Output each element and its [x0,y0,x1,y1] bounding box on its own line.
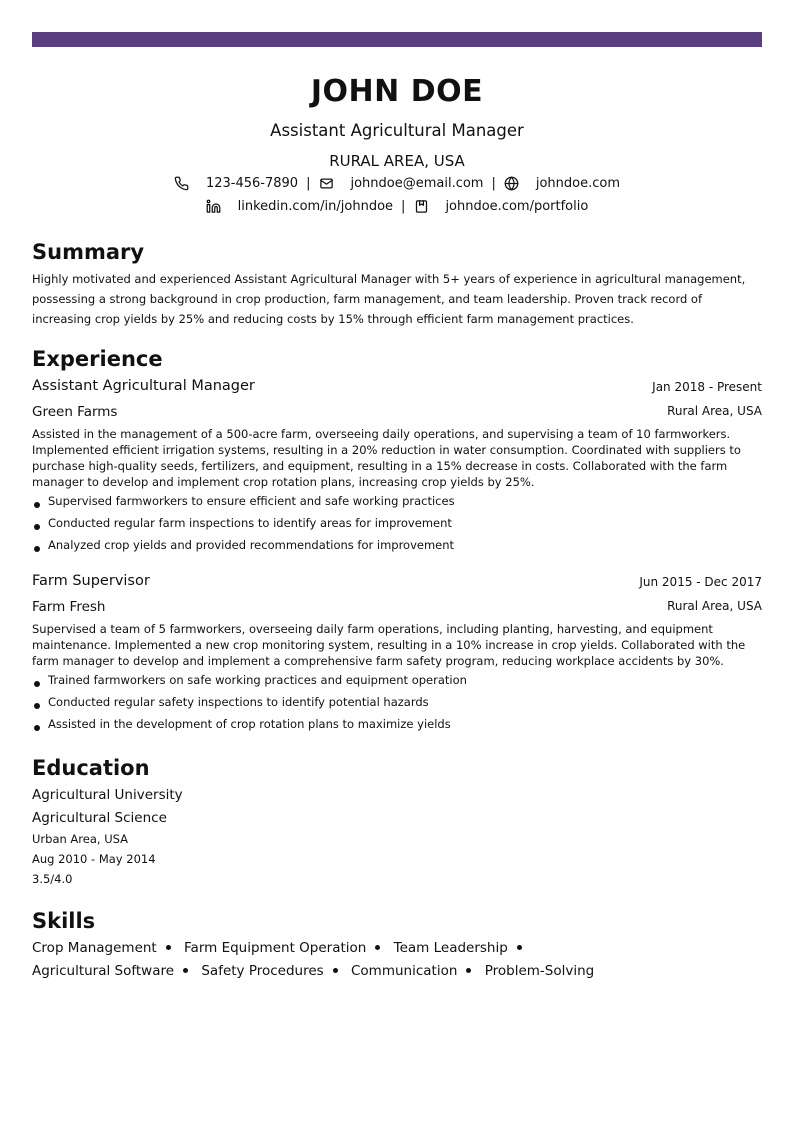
bullet-dot [333,968,338,973]
job-bullets [32,492,762,558]
mail-icon [318,175,334,191]
job-title: Farm Supervisor [32,573,150,589]
separator: | [306,175,311,191]
separator: | [401,198,406,214]
experience-heading: Experience [32,347,163,371]
education-gpa: 3.5/4.0 [32,872,73,886]
website-link[interactable]: johndoe.com [535,175,621,191]
linkedin-icon [206,198,222,214]
list-item: Trained farmworkers on safe working practices and equipment operation [32,671,762,693]
job-description: Supervised a team of 5 farmworkers, overseeing daily farm operations, including planting, harvesting, and equipment maintenance. Implemented a new crop monitoring system, resulting in a 10% increase in crop yields. Collaborated with the farm manager to develop and implement a comprehensive farm safety program, reducing workplace accidents by 30%. [32,622,746,668]
summary-text: Highly motivated and experienced Assistant Agricultural Manager with 5+ years of experience in agricultural management, possessing a strong background in crop production, farm management, and team leadership. Proven track record of increasing crop yields by 25% and reducing costs by 15% through efficient farm management practices. [32,272,746,326]
education-location: Urban Area, USA [32,832,129,846]
skills-list [32,937,672,983]
job-dates: Jun 2015 - Dec 2017 [639,575,762,589]
phone-link[interactable]: 123-456-7890 [205,175,299,191]
candidate-name: JOHN DOE [310,74,484,109]
portfolio-icon [413,198,429,214]
skill-item: Farm Equipment Operation [184,940,367,956]
skill-item: Team Leadership [393,940,508,956]
job-company: Green Farms [32,404,118,420]
education-degree: Agricultural Science [32,810,167,826]
job-location: Rural Area, USA [667,599,762,613]
education-school: Agricultural University [32,787,183,803]
skill-item: Agricultural Software [32,963,175,979]
bullet-dot [466,968,471,973]
bullet-dot [183,968,188,973]
candidate-title: Assistant Agricultural Manager [270,121,524,140]
list-item: Supervised farmworkers to ensure efficient and safe working practices [32,492,762,514]
list-item: Analyzed crop yields and provided recommendations for improvement [32,536,762,558]
portfolio-link[interactable]: johndoe.com/portfolio [445,198,589,214]
list-item: Conducted regular safety inspections to identify potential hazards [32,693,762,715]
job-title: Assistant Agricultural Manager [32,378,255,394]
contact-row-secondary [32,196,762,216]
skill-item: Crop Management [32,940,157,956]
skill-item: Problem-Solving [484,963,595,979]
candidate-location: RURAL AREA, USA [329,152,465,170]
job-bullets [32,671,762,737]
contact-row-primary [32,173,762,193]
job-description: Assisted in the management of a 500-acre farm, overseeing daily operations, and supervising a team of 10 farmworkers. Implemented efficient irrigation systems, resulting in a 20% reduction in water consumption. Coordinated with suppliers to purchase high-quality seeds, fertilizers, and equipment, resulting in a 15% decrease in costs. Collaborated with the farm manager to develop and implement crop rotation plans, increasing crop yields by 25%. [32,427,741,489]
bullet-dot [375,945,380,950]
bullet-dot [166,945,171,950]
skills-heading: Skills [32,909,96,933]
education-heading: Education [32,756,150,780]
education-dates: Aug 2010 - May 2014 [32,852,156,866]
job-location: Rural Area, USA [667,404,762,418]
list-item: Conducted regular farm inspections to identify areas for improvement [32,514,762,536]
skill-item: Safety Procedures [201,963,324,979]
email-link[interactable]: johndoe@email.com [350,175,484,191]
job-dates: Jan 2018 - Present [652,380,762,394]
separator: | [491,175,496,191]
accent-bar [32,32,762,47]
phone-icon [174,175,190,191]
job-company: Farm Fresh [32,599,106,615]
summary-heading: Summary [32,240,145,264]
bullet-dot [517,945,522,950]
linkedin-link[interactable]: linkedin.com/in/johndoe [237,198,394,214]
list-item: Assisted in the development of crop rotation plans to maximize yields [32,715,762,737]
skill-item: Communication [351,963,458,979]
globe-icon [504,175,520,191]
